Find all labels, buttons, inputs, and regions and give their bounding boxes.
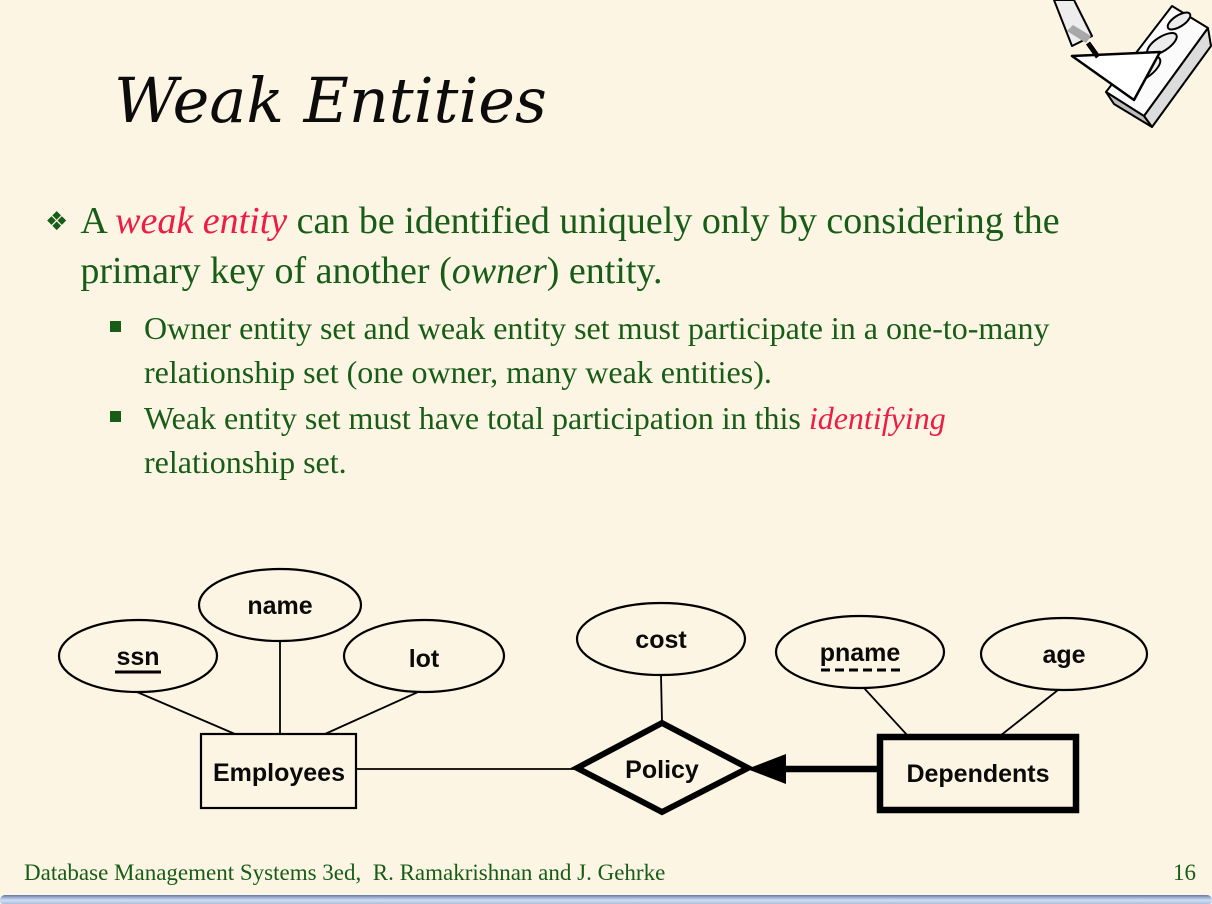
line-age-dependents [1000,690,1058,736]
slide-title: Weak Entities [114,64,547,137]
attribute-cost-label: cost [635,626,687,654]
bullet-text-part: A [80,200,116,242]
identifying-arrowhead-icon [747,754,786,784]
entity-dependents-label: Dependents [906,760,1050,788]
identifying-term: identifying [808,400,946,436]
bullet-text-part: can be identified uniquely only by considering the primary key of another ( [80,200,1060,292]
identifying-arrow [747,754,878,784]
line-lot-employees [325,692,418,734]
footer-citation: Database Management Systems 3ed, R. Ramakrishnan and J. Gehrke [24,860,666,885]
bullet-text-part: ) entity. [546,250,663,292]
line-ssn-employees [137,692,235,734]
bottom-accent-bar [0,895,1212,904]
attribute-age-label: age [1042,641,1086,669]
page-number: 16 [1173,860,1196,885]
bullet-text-part: Weak entity set must have total participation in this [144,400,809,436]
attribute-pname-label: pname [819,639,901,667]
connector-lines [137,641,1058,769]
attribute-ssn-label: ssn [116,643,160,671]
diamond-bullet-icon: ❖ [45,207,69,237]
bullet-text-part: relationship set. [144,444,347,480]
attribute-lot-label: lot [408,645,440,673]
relationship-policy-label: Policy [625,756,699,784]
bullet-owner-participation-text: Owner entity set and weak entity set must participate in a one-to-many relationship set (one owner, many weak entities). [144,310,1050,390]
line-cost-policy [661,675,662,722]
line-pname-dependents [864,688,908,736]
entity-employees-label: Employees [212,759,346,787]
owner-term: owner [451,250,547,292]
attribute-name-label: name [247,592,313,620]
weak-entity-term: weak entity [115,200,288,242]
